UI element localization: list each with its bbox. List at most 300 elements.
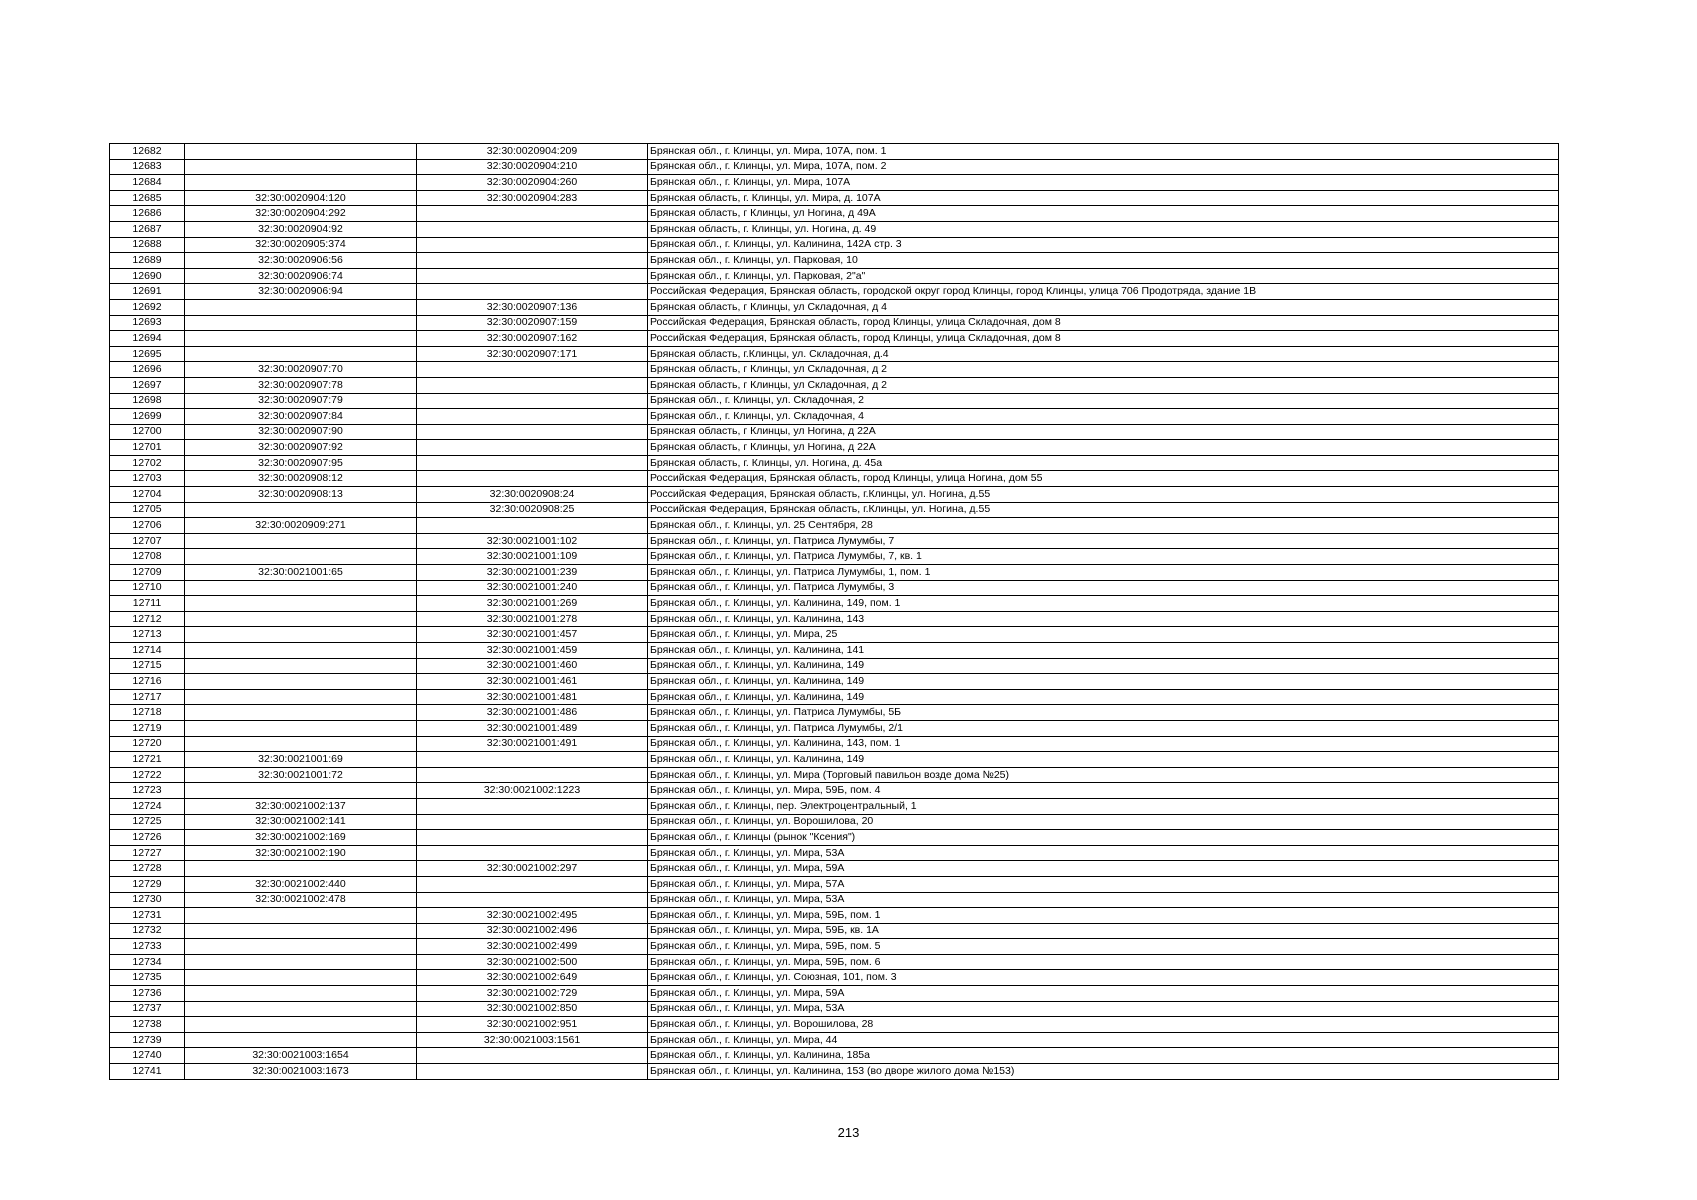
object-cadastral-number-cell (417, 767, 648, 783)
object-cadastral-number-cell (417, 221, 648, 237)
cadastral-number-cell (185, 346, 417, 362)
address-cell: Брянская обл., г. Клинцы, ул. Патриса Лумумбы, 7, кв. 1 (648, 549, 1559, 565)
cadastral-number-cell: 32:30:0021002:478 (185, 892, 417, 908)
table-row (110, 798, 1559, 814)
object-cadastral-number-cell (417, 892, 648, 908)
row-number-cell: 12719 (110, 720, 185, 736)
table-row (110, 767, 1559, 783)
object-cadastral-number-cell (417, 440, 648, 456)
object-cadastral-number-cell: 32:30:0021001:239 (417, 565, 648, 581)
table-row (110, 362, 1559, 378)
row-number-cell: 12698 (110, 393, 185, 409)
cadastral-number-cell (185, 954, 417, 970)
row-number-cell: 12708 (110, 549, 185, 565)
cadastral-number-cell (185, 736, 417, 752)
address-cell: Брянская обл., г. Клинцы, ул. Мира, 53А (648, 1001, 1559, 1017)
table-row (110, 565, 1559, 581)
table-row (110, 299, 1559, 315)
row-number-cell: 12730 (110, 892, 185, 908)
row-number-cell: 12706 (110, 518, 185, 534)
row-number-cell: 12735 (110, 970, 185, 986)
table-row (110, 783, 1559, 799)
object-cadastral-number-cell: 32:30:0021001:491 (417, 736, 648, 752)
cadastral-number-cell (185, 643, 417, 659)
object-cadastral-number-cell (417, 1048, 648, 1064)
cadastral-number-cell (185, 1001, 417, 1017)
cadastral-number-cell (185, 580, 417, 596)
address-cell: Брянская обл., г. Клинцы, ул. Калинина, 153 (во дворе жилого дома №153) (648, 1064, 1559, 1080)
row-number-cell: 12704 (110, 487, 185, 503)
object-cadastral-number-cell: 32:30:0021002:495 (417, 908, 648, 924)
table-row (110, 221, 1559, 237)
object-cadastral-number-cell: 32:30:0021002:850 (417, 1001, 648, 1017)
cadastral-number-cell: 32:30:0021001:72 (185, 767, 417, 783)
object-cadastral-number-cell: 32:30:0020904:283 (417, 190, 648, 206)
table-row (110, 720, 1559, 736)
cadastral-number-cell (185, 970, 417, 986)
object-cadastral-number-cell: 32:30:0020908:25 (417, 502, 648, 518)
row-number-cell: 12731 (110, 908, 185, 924)
row-number-cell: 12692 (110, 299, 185, 315)
address-cell: Брянская обл., г. Клинцы, ул. 25 Сентября, 28 (648, 518, 1559, 534)
object-cadastral-number-cell: 32:30:0020907:136 (417, 299, 648, 315)
table-row (110, 954, 1559, 970)
address-cell: Брянская обл., г. Клинцы, ул. Калинина, 149 (648, 689, 1559, 705)
object-cadastral-number-cell: 32:30:0020908:24 (417, 487, 648, 503)
object-cadastral-number-cell (417, 1064, 648, 1080)
table-row (110, 814, 1559, 830)
object-cadastral-number-cell (417, 268, 648, 284)
table-row (110, 175, 1559, 191)
cadastral-number-cell (185, 315, 417, 331)
row-number-cell: 12740 (110, 1048, 185, 1064)
address-cell: Брянская область, г Клинцы, ул Складочная, д 2 (648, 362, 1559, 378)
object-cadastral-number-cell (417, 845, 648, 861)
cadastral-number-cell (185, 689, 417, 705)
address-cell: Брянская область, г Клинцы, ул Ногина, д 22А (648, 424, 1559, 440)
table-row (110, 939, 1559, 955)
cadastral-number-cell (185, 533, 417, 549)
row-number-cell: 12699 (110, 409, 185, 425)
row-number-cell: 12726 (110, 830, 185, 846)
table-row (110, 533, 1559, 549)
object-cadastral-number-cell: 32:30:0021002:729 (417, 986, 648, 1002)
object-cadastral-number-cell: 32:30:0021001:486 (417, 705, 648, 721)
object-cadastral-number-cell (417, 471, 648, 487)
row-number-cell: 12729 (110, 876, 185, 892)
address-cell: Брянская обл., г. Клинцы, ул. Мира, 107А (648, 175, 1559, 191)
address-cell: Российская Федерация, Брянская область, город Клинцы, улица Складочная, дом 8 (648, 331, 1559, 347)
object-cadastral-number-cell: 32:30:0021002:649 (417, 970, 648, 986)
cadastral-number-cell (185, 939, 417, 955)
cadastral-number-cell (185, 705, 417, 721)
cadastral-number-cell: 32:30:0020909:271 (185, 518, 417, 534)
row-number-cell: 12693 (110, 315, 185, 331)
object-cadastral-number-cell: 32:30:0020907:159 (417, 315, 648, 331)
cadastral-number-cell (185, 1032, 417, 1048)
table-row (110, 736, 1559, 752)
cadastral-number-cell (185, 611, 417, 627)
table-row (110, 440, 1559, 456)
page-number: 213 (837, 1125, 860, 1140)
address-cell: Брянская обл., г. Клинцы, ул. Мира, 59Б, пом. 1 (648, 908, 1559, 924)
row-number-cell: 12685 (110, 190, 185, 206)
table-row (110, 206, 1559, 222)
row-number-cell: 12723 (110, 783, 185, 799)
table-row (110, 1048, 1559, 1064)
address-cell: Брянская обл., г. Клинцы, ул. Патриса Лумумбы, 1, пом. 1 (648, 565, 1559, 581)
row-number-cell: 12696 (110, 362, 185, 378)
object-cadastral-number-cell: 32:30:0021002:297 (417, 861, 648, 877)
row-number-cell: 12713 (110, 627, 185, 643)
cadastral-number-cell (185, 861, 417, 877)
object-cadastral-number-cell: 32:30:0020904:260 (417, 175, 648, 191)
object-cadastral-number-cell (417, 253, 648, 269)
table-row (110, 409, 1559, 425)
table-row (110, 1064, 1559, 1080)
cadastral-number-cell: 32:30:0021002:190 (185, 845, 417, 861)
cadastral-number-cell (185, 658, 417, 674)
cadastral-table (109, 143, 1559, 1080)
row-number-cell: 12703 (110, 471, 185, 487)
row-number-cell: 12717 (110, 689, 185, 705)
table-row (110, 643, 1559, 659)
cadastral-number-cell (185, 144, 417, 160)
table-row (110, 876, 1559, 892)
row-number-cell: 12694 (110, 331, 185, 347)
address-cell: Российская Федерация, Брянская область, городской округ город Клинцы, город Клинцы, улица 706 Продотряда, здание 1В (648, 284, 1559, 300)
address-cell: Брянская область, г Клинцы, ул Складочная, д 2 (648, 377, 1559, 393)
object-cadastral-number-cell (417, 798, 648, 814)
table-row (110, 674, 1559, 690)
address-cell: Брянская обл., г. Клинцы, ул. Мира, 59Б, пом. 4 (648, 783, 1559, 799)
object-cadastral-number-cell: 32:30:0020907:162 (417, 331, 648, 347)
row-number-cell: 12707 (110, 533, 185, 549)
table-row (110, 487, 1559, 503)
row-number-cell: 12714 (110, 643, 185, 659)
object-cadastral-number-cell: 32:30:0021002:500 (417, 954, 648, 970)
row-number-cell: 12683 (110, 159, 185, 175)
cadastral-number-cell: 32:30:0021002:440 (185, 876, 417, 892)
table-row (110, 377, 1559, 393)
table-row (110, 284, 1559, 300)
address-cell: Российская Федерация, Брянская область, г.Клинцы, ул. Ногина, д.55 (648, 487, 1559, 503)
cadastral-number-cell: 32:30:0021001:65 (185, 565, 417, 581)
table-body (110, 144, 1559, 1080)
object-cadastral-number-cell (417, 830, 648, 846)
object-cadastral-number-cell (417, 362, 648, 378)
object-cadastral-number-cell: 32:30:0021001:102 (417, 533, 648, 549)
address-cell: Брянская обл., г. Клинцы, ул. Союзная, 101, пом. 3 (648, 970, 1559, 986)
cadastral-number-cell: 32:30:0020906:56 (185, 253, 417, 269)
row-number-cell: 12697 (110, 377, 185, 393)
object-cadastral-number-cell (417, 424, 648, 440)
table-row (110, 689, 1559, 705)
address-cell: Брянская обл., г. Клинцы, ул. Калинина, 149 (648, 658, 1559, 674)
cadastral-number-cell (185, 1017, 417, 1033)
row-number-cell: 12738 (110, 1017, 185, 1033)
object-cadastral-number-cell: 32:30:0021001:278 (417, 611, 648, 627)
table-row (110, 658, 1559, 674)
address-cell: Брянская обл., г. Клинцы, ул. Мира, 107А, пом. 1 (648, 144, 1559, 160)
object-cadastral-number-cell: 32:30:0021002:1223 (417, 783, 648, 799)
table-row (110, 580, 1559, 596)
row-number-cell: 12741 (110, 1064, 185, 1080)
table-row (110, 455, 1559, 471)
cadastral-number-cell (185, 986, 417, 1002)
row-number-cell: 12710 (110, 580, 185, 596)
row-number-cell: 12718 (110, 705, 185, 721)
table-row (110, 986, 1559, 1002)
cadastral-number-cell (185, 502, 417, 518)
table-row (110, 908, 1559, 924)
address-cell: Брянская обл., г. Клинцы, ул. Калинина, 143, пом. 1 (648, 736, 1559, 752)
row-number-cell: 12705 (110, 502, 185, 518)
object-cadastral-number-cell (417, 284, 648, 300)
row-number-cell: 12720 (110, 736, 185, 752)
object-cadastral-number-cell: 32:30:0021003:1561 (417, 1032, 648, 1048)
address-cell: Брянская обл., г. Клинцы, ул. Парковая, 10 (648, 253, 1559, 269)
address-cell: Брянская область, г Клинцы, ул Складочная, д 4 (648, 299, 1559, 315)
table-row (110, 253, 1559, 269)
table-row (110, 705, 1559, 721)
cadastral-number-cell: 32:30:0020908:13 (185, 487, 417, 503)
cadastral-number-cell: 32:30:0021001:69 (185, 752, 417, 768)
row-number-cell: 12715 (110, 658, 185, 674)
cadastral-number-cell (185, 720, 417, 736)
table-row (110, 393, 1559, 409)
object-cadastral-number-cell: 32:30:0021001:461 (417, 674, 648, 690)
cadastral-number-cell (185, 923, 417, 939)
cadastral-number-cell (185, 596, 417, 612)
cadastral-number-cell (185, 159, 417, 175)
cadastral-number-cell: 32:30:0020907:90 (185, 424, 417, 440)
row-number-cell: 12682 (110, 144, 185, 160)
table-row (110, 752, 1559, 768)
address-cell: Брянская обл., г. Клинцы, ул. Мира, 53А (648, 892, 1559, 908)
address-cell: Брянская обл., г. Клинцы, ул. Парковая, 2"а" (648, 268, 1559, 284)
object-cadastral-number-cell: 32:30:0021001:457 (417, 627, 648, 643)
table-row (110, 861, 1559, 877)
address-cell: Брянская область, г. Клинцы, ул. Мира, д. 107А (648, 190, 1559, 206)
table-row (110, 845, 1559, 861)
row-number-cell: 12686 (110, 206, 185, 222)
row-number-cell: 12739 (110, 1032, 185, 1048)
address-cell: Брянская обл., г. Клинцы, ул. Патриса Лумумбы, 5Б (648, 705, 1559, 721)
address-cell: Брянская область, г. Клинцы, ул. Ногина, д. 45а (648, 455, 1559, 471)
address-cell: Брянская обл., г. Клинцы, ул. Ворошилова, 20 (648, 814, 1559, 830)
address-cell: Брянская обл., г. Клинцы, ул. Мира, 107А, пом. 2 (648, 159, 1559, 175)
address-cell: Брянская область, г. Клинцы, ул. Ногина, д. 49 (648, 221, 1559, 237)
cadastral-number-cell (185, 908, 417, 924)
cadastral-number-cell: 32:30:0021002:169 (185, 830, 417, 846)
object-cadastral-number-cell: 32:30:0020907:171 (417, 346, 648, 362)
address-cell: Брянская обл., г. Клинцы, ул. Калинина, 143 (648, 611, 1559, 627)
table-row (110, 331, 1559, 347)
table-row (110, 892, 1559, 908)
cadastral-number-cell: 32:30:0021003:1654 (185, 1048, 417, 1064)
object-cadastral-number-cell: 32:30:0021001:460 (417, 658, 648, 674)
cadastral-number-cell (185, 299, 417, 315)
table-row (110, 190, 1559, 206)
object-cadastral-number-cell: 32:30:0020904:209 (417, 144, 648, 160)
row-number-cell: 12716 (110, 674, 185, 690)
address-cell: Брянская обл., г. Клинцы, ул. Калинина, 142А стр. 3 (648, 237, 1559, 253)
cadastral-number-cell: 32:30:0020907:84 (185, 409, 417, 425)
object-cadastral-number-cell (417, 455, 648, 471)
address-cell: Брянская обл., г. Клинцы, ул. Складочная, 2 (648, 393, 1559, 409)
cadastral-number-cell: 32:30:0021002:141 (185, 814, 417, 830)
cadastral-number-cell: 32:30:0020907:95 (185, 455, 417, 471)
cadastral-number-cell: 32:30:0021002:137 (185, 798, 417, 814)
row-number-cell: 12721 (110, 752, 185, 768)
table-row (110, 144, 1559, 160)
object-cadastral-number-cell: 32:30:0021001:481 (417, 689, 648, 705)
address-cell: Российская Федерация, Брянская область, г.Клинцы, ул. Ногина, д.55 (648, 502, 1559, 518)
object-cadastral-number-cell (417, 393, 648, 409)
object-cadastral-number-cell (417, 814, 648, 830)
address-cell: Российская Федерация, Брянская область, город Клинцы, улица Ногина, дом 55 (648, 471, 1559, 487)
address-cell: Брянская обл., г. Клинцы, ул. Мира, 59Б, пом. 6 (648, 954, 1559, 970)
table-row (110, 611, 1559, 627)
cadastral-number-cell: 32:30:0021003:1673 (185, 1064, 417, 1080)
table-row (110, 159, 1559, 175)
cadastral-number-cell: 32:30:0020907:92 (185, 440, 417, 456)
object-cadastral-number-cell (417, 518, 648, 534)
row-number-cell: 12733 (110, 939, 185, 955)
address-cell: Брянская обл., г. Клинцы (рынок "Ксения") (648, 830, 1559, 846)
object-cadastral-number-cell: 32:30:0021002:496 (417, 923, 648, 939)
table-row (110, 549, 1559, 565)
row-number-cell: 12702 (110, 455, 185, 471)
cadastral-number-cell: 32:30:0020905:374 (185, 237, 417, 253)
address-cell: Брянская обл., г. Клинцы, ул. Мира, 44 (648, 1032, 1559, 1048)
row-number-cell: 12734 (110, 954, 185, 970)
address-cell: Брянская обл., г. Клинцы, ул. Ворошилова, 28 (648, 1017, 1559, 1033)
row-number-cell: 12709 (110, 565, 185, 581)
address-cell: Российская Федерация, Брянская область, город Клинцы, улица Складочная, дом 8 (648, 315, 1559, 331)
object-cadastral-number-cell: 32:30:0021001:240 (417, 580, 648, 596)
object-cadastral-number-cell (417, 377, 648, 393)
row-number-cell: 12732 (110, 923, 185, 939)
address-cell: Брянская обл., г. Клинцы, ул. Калинина, 149 (648, 674, 1559, 690)
address-cell: Брянская обл., г. Клинцы, ул. Мира, 59А (648, 986, 1559, 1002)
table-row (110, 518, 1559, 534)
object-cadastral-number-cell: 32:30:0021002:499 (417, 939, 648, 955)
cadastral-number-cell: 32:30:0020906:74 (185, 268, 417, 284)
object-cadastral-number-cell (417, 752, 648, 768)
cadastral-number-cell (185, 783, 417, 799)
row-number-cell: 12700 (110, 424, 185, 440)
object-cadastral-number-cell (417, 409, 648, 425)
object-cadastral-number-cell: 32:30:0021001:459 (417, 643, 648, 659)
address-cell: Брянская обл., г. Клинцы, ул. Калинина, 185а (648, 1048, 1559, 1064)
table-row (110, 1017, 1559, 1033)
address-cell: Брянская обл., г. Клинцы, ул. Патриса Лумумбы, 2/1 (648, 720, 1559, 736)
address-cell: Брянская обл., г. Клинцы, ул. Калинина, 149, пом. 1 (648, 596, 1559, 612)
row-number-cell: 12737 (110, 1001, 185, 1017)
row-number-cell: 12712 (110, 611, 185, 627)
address-cell: Брянская область, г Клинцы, ул Ногина, д 49А (648, 206, 1559, 222)
table-row (110, 627, 1559, 643)
cadastral-number-cell (185, 175, 417, 191)
cadastral-number-cell: 32:30:0020908:12 (185, 471, 417, 487)
row-number-cell: 12725 (110, 814, 185, 830)
table-row (110, 268, 1559, 284)
row-number-cell: 12691 (110, 284, 185, 300)
address-cell: Брянская обл., г. Клинцы, ул. Патриса Лумумбы, 7 (648, 533, 1559, 549)
row-number-cell: 12727 (110, 845, 185, 861)
table-row (110, 1032, 1559, 1048)
table-row (110, 502, 1559, 518)
table-row (110, 1001, 1559, 1017)
table-row (110, 315, 1559, 331)
address-cell: Брянская обл., г. Клинцы, пер. Электроцентральный, 1 (648, 798, 1559, 814)
cadastral-number-cell (185, 627, 417, 643)
row-number-cell: 12711 (110, 596, 185, 612)
cadastral-number-cell: 32:30:0020904:292 (185, 206, 417, 222)
row-number-cell: 12690 (110, 268, 185, 284)
cadastral-number-cell: 32:30:0020907:70 (185, 362, 417, 378)
cadastral-number-cell: 32:30:0020907:79 (185, 393, 417, 409)
address-cell: Брянская обл., г. Клинцы, ул. Мира, 59А (648, 861, 1559, 877)
row-number-cell: 12688 (110, 237, 185, 253)
row-number-cell: 12687 (110, 221, 185, 237)
cadastral-number-cell: 32:30:0020904:120 (185, 190, 417, 206)
address-cell: Брянская обл., г. Клинцы, ул. Патриса Лумумбы, 3 (648, 580, 1559, 596)
row-number-cell: 12701 (110, 440, 185, 456)
table-row (110, 237, 1559, 253)
address-cell: Брянская обл., г. Клинцы, ул. Складочная, 4 (648, 409, 1559, 425)
cadastral-number-cell (185, 331, 417, 347)
object-cadastral-number-cell: 32:30:0021001:109 (417, 549, 648, 565)
object-cadastral-number-cell: 32:30:0021002:951 (417, 1017, 648, 1033)
object-cadastral-number-cell: 32:30:0021001:269 (417, 596, 648, 612)
address-cell: Брянская обл., г. Клинцы, ул. Мира, 59Б, кв. 1А (648, 923, 1559, 939)
table-row (110, 923, 1559, 939)
address-cell: Брянская обл., г. Клинцы, ул. Калинина, 141 (648, 643, 1559, 659)
cadastral-number-cell: 32:30:0020907:78 (185, 377, 417, 393)
object-cadastral-number-cell (417, 876, 648, 892)
object-cadastral-number-cell: 32:30:0020904:210 (417, 159, 648, 175)
cadastral-number-cell (185, 549, 417, 565)
row-number-cell: 12695 (110, 346, 185, 362)
table-row (110, 424, 1559, 440)
object-cadastral-number-cell (417, 237, 648, 253)
row-number-cell: 12728 (110, 861, 185, 877)
address-cell: Брянская обл., г. Клинцы, ул. Мира, 53А (648, 845, 1559, 861)
address-cell: Брянская обл., г. Клинцы, ул. Калинина, 149 (648, 752, 1559, 768)
cadastral-number-cell: 32:30:0020904:92 (185, 221, 417, 237)
table-row (110, 346, 1559, 362)
address-cell: Брянская обл., г. Клинцы, ул. Мира, 59Б, пом. 5 (648, 939, 1559, 955)
address-cell: Брянская обл., г. Клинцы, ул. Мира (Торговый павильон возде дома №25) (648, 767, 1559, 783)
address-cell: Брянская обл., г. Клинцы, ул. Мира, 25 (648, 627, 1559, 643)
table-row (110, 830, 1559, 846)
table-row (110, 596, 1559, 612)
address-cell: Брянская область, г Клинцы, ул Ногина, д 22А (648, 440, 1559, 456)
row-number-cell: 12736 (110, 986, 185, 1002)
address-cell: Брянская область, г.Клинцы, ул. Складочная, д.4 (648, 346, 1559, 362)
object-cadastral-number-cell: 32:30:0021001:489 (417, 720, 648, 736)
address-cell: Брянская обл., г. Клинцы, ул. Мира, 57А (648, 876, 1559, 892)
row-number-cell: 12722 (110, 767, 185, 783)
row-number-cell: 12684 (110, 175, 185, 191)
table-row (110, 970, 1559, 986)
table-row (110, 471, 1559, 487)
row-number-cell: 12689 (110, 253, 185, 269)
row-number-cell: 12724 (110, 798, 185, 814)
